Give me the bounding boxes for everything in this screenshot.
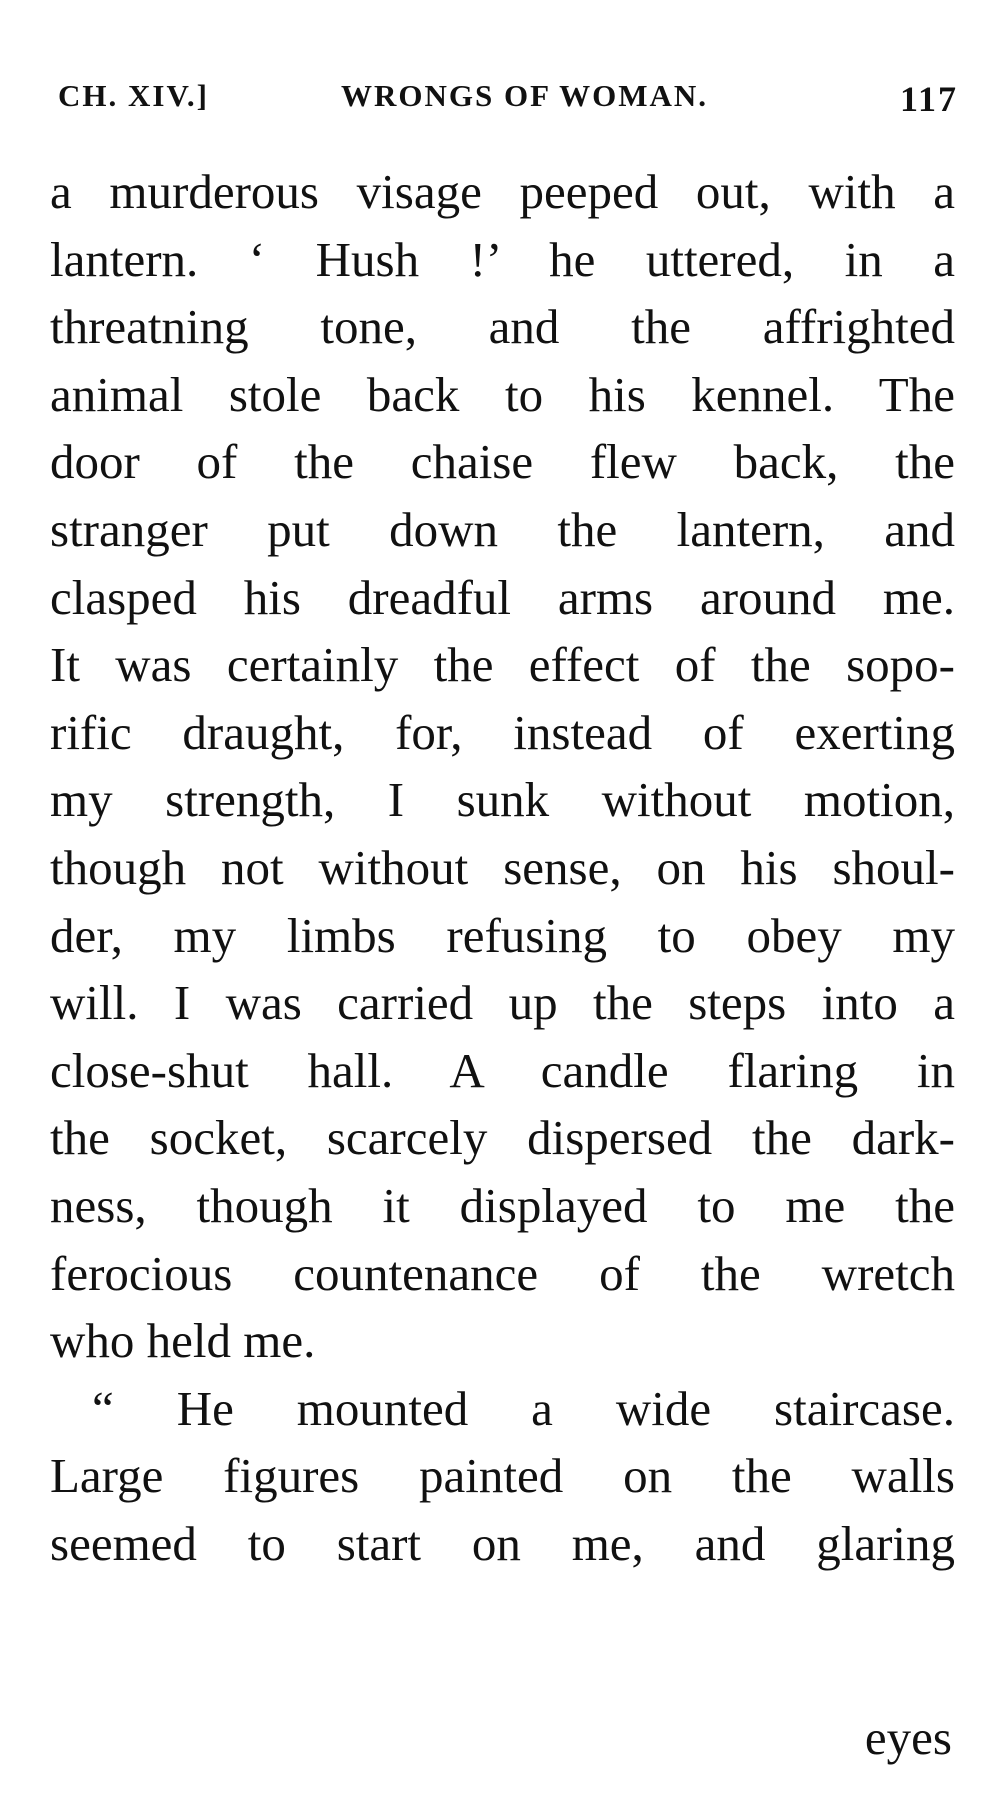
text-line: threatning tone, and the affrighted: [50, 299, 955, 355]
paragraph-first-line: “ He mounted a wide staircase.: [92, 1380, 955, 1436]
text-line: a murderous visage peeped out, with a: [50, 164, 955, 219]
paragraph-last-line: who held me.: [50, 1313, 316, 1369]
text-line: ferocious countenance of the wretch: [50, 1245, 955, 1301]
page-number: 117: [899, 79, 958, 119]
text-line: seemed to start on me, and glaring: [50, 1515, 955, 1571]
text-line: though not without sense, on his shoul-: [50, 839, 955, 895]
text-line: clasped his dreadful arms around me.: [50, 569, 955, 625]
running-title: WRONGS OF WOMAN.: [341, 78, 708, 113]
text-line: Large figures painted on the walls: [50, 1448, 955, 1504]
text-line: It was certainly the effect of the sopo-: [50, 637, 955, 693]
chapter-label: CH. XIV.]: [58, 78, 209, 113]
text-line: rific draught, for, instead of exerting: [50, 704, 955, 760]
text-line: door of the chaise flew back, the: [50, 434, 955, 490]
text-line: stranger put down the lantern, and: [50, 501, 955, 557]
text-line: der, my limbs refusing to obey my: [50, 907, 955, 963]
catchword: eyes: [864, 1710, 952, 1765]
text-line: my strength, I sunk without motion,: [50, 772, 955, 828]
text-line: lantern. ‘ Hush !’ he uttered, in a: [50, 231, 955, 287]
text-line: ness, though it displayed to me the: [50, 1177, 955, 1233]
running-head: [58, 78, 958, 128]
body-text: [50, 158, 955, 1577]
text-line: animal stole back to his kennel. The: [50, 366, 955, 422]
text-line: the socket, scarcely dispersed the dark-: [50, 1110, 955, 1166]
text-line: close-shut hall. A candle flaring in: [50, 1042, 955, 1098]
text-line: will. I was carried up the steps into a: [50, 975, 955, 1031]
